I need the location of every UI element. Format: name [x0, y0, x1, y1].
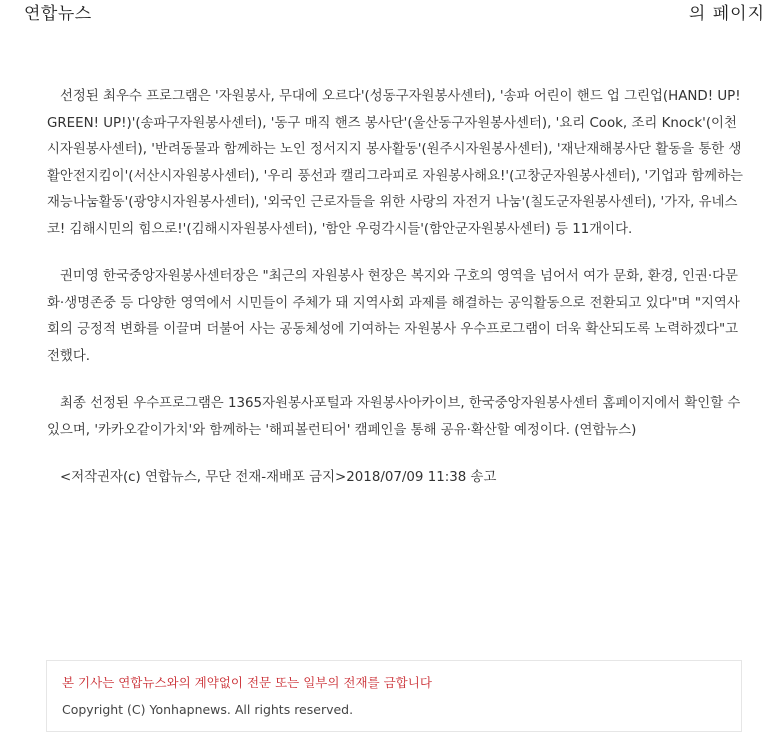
article-paragraph-1: 선정된 최우수 프로그램은 '자원봉사, 무대에 오르다'(성동구자원봉사센터), '송파 어린이 핸드 업 그린업(HAND! UP! GREEN! UP!)'(송파구자원봉사센터), '동구 매직 핸즈 봉사단'(울산동구자원봉사센터), '요리 Cook, 조리 Knock'(이천시자원봉사센터), '반려동물과 함께하는 노인 정서지지 봉사활동'(원주시자원봉사센터), '재난재해봉사단 활동을 통한 생활안전지킴이'(서산시자원봉사센터), '우리 풍선과 캘리그라피로 자원봉사해요!'(고창군자원봉사센터), '기업과 함께하는 재능나눔활동'(광양시자원봉사센터), '외국인 근로자들을 위한 사랑의 자전거 나눔'(칠도군자원봉사센터), '가자, 유네스코! 김해시민의 힘으로!'(김해시자원봉사센터), '함안 우렁각시들'(함안군자원봉사센터) 등 11개이다.: [47, 89, 743, 237]
copyright-text: Copyright (C) Yonhapnews. All rights reserved.: [62, 702, 354, 717]
article-paragraph-2: 권미영 한국중앙자원봉사센터장은 "최근의 자원봉사 현장은 복지와 구호의 영역을 넘어서 여가 문화, 환경, 인권·다문화·생명존중 등 다양한 영역에서 시민들이 주체가 돼 지역사회 과제를 해결하는 공익활동으로 전환되고 있다"며 "지역사회의 긍정적 변화를 이끌며 더불어 사는 공동체성에 기여하는 자원봉사 우수프로그램이 더욱 확산되도록 노력하겠다"고 전했다.: [47, 269, 740, 364]
copyright-notice-box: [46, 660, 742, 732]
brand-name[interactable]: 연합뉴스: [24, 4, 92, 24]
article-copyright-line: <저작권자(c) 연합뉴스, 무단 전재-재배포 금지>2018/07/09 11:38 송고: [60, 470, 497, 485]
article-paragraph-3: 최종 선정된 우수프로그램은 1365자원봉사포털과 자원봉사아카이브, 한국중앙자원봉사센터 홈페이지에서 확인할 수 있으며, '카카오같이가치'와 함께하는 '해피볼런티어' 캠페인을 통해 공유·확산할 예정이다. (연합뉴스): [47, 396, 741, 438]
article-body: [47, 84, 747, 513]
reproduction-warning: 본 기사는 연합뉴스와의 계약없이 전문 또는 일부의 전재를 금합니다: [62, 675, 432, 690]
page-label: 의 페이지: [688, 4, 765, 24]
top-bar: [0, 0, 779, 26]
